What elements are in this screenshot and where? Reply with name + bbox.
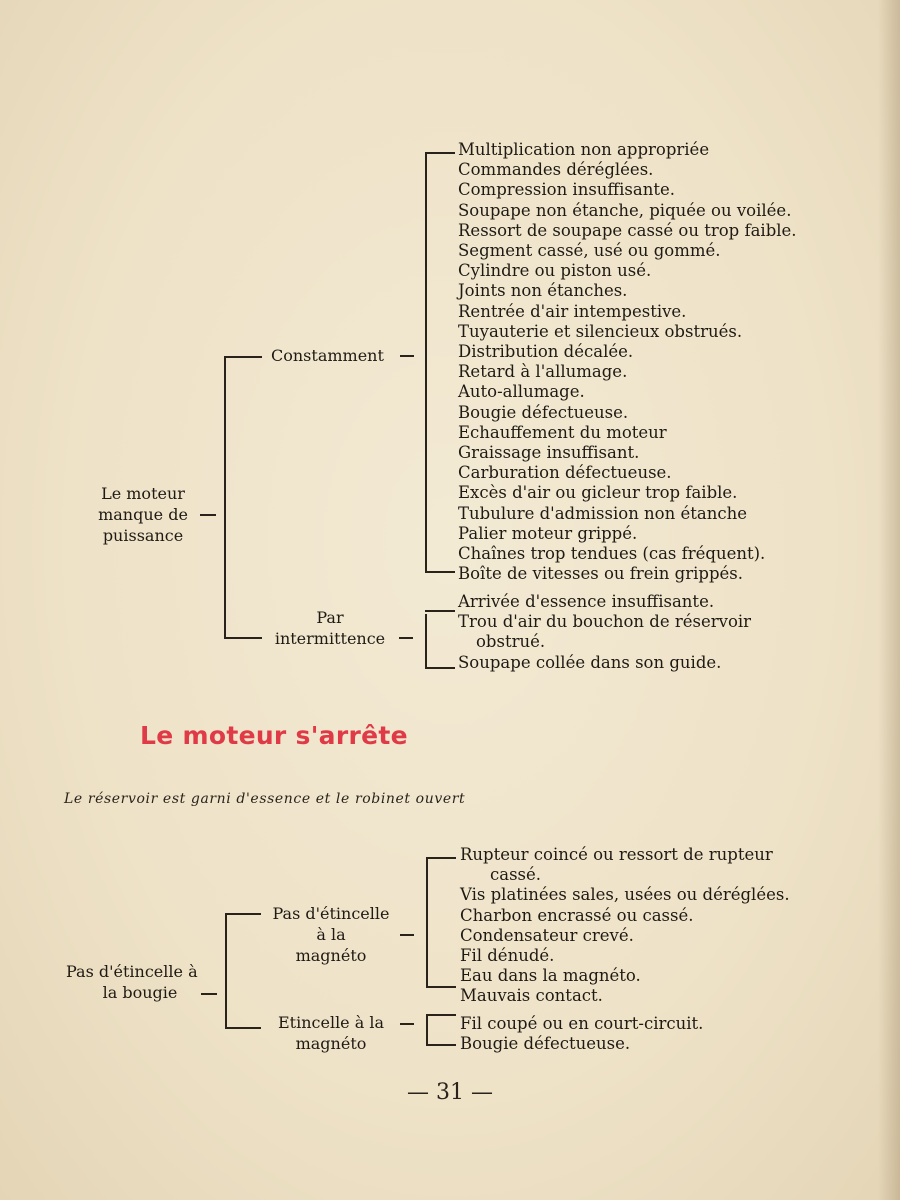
branch-label-intermittent — [268, 607, 392, 649]
branch-connector-dash — [400, 355, 414, 357]
branch-label-line: intermittence — [274, 629, 386, 648]
root-label-no-spark — [66, 961, 196, 1003]
list-item: obstrué. — [476, 632, 546, 652]
branch-connector-dash — [400, 934, 414, 936]
page-number: — 31 — — [407, 1080, 493, 1105]
section-title: Le moteur s'arrête — [140, 721, 408, 750]
bracket-vertical — [224, 356, 226, 638]
bracket-bottom-arm — [425, 571, 455, 573]
bracket-top-arm — [425, 610, 455, 612]
list-item: Palier moteur grippé. — [458, 523, 638, 543]
branch-label-line: à la — [316, 925, 346, 944]
intermittent-causes-list — [458, 592, 751, 673]
list-item: Segment cassé, usé ou gommé. — [458, 241, 721, 261]
list-item: Excès d'air ou gicleur trop faible. — [458, 483, 738, 503]
bracket-bottom-arm — [426, 986, 456, 988]
branch-label-line: Par — [316, 608, 344, 627]
list-item: Trou d'air du bouchon de réservoir — [458, 612, 752, 632]
bracket-bottom-arm — [224, 637, 262, 639]
branch-label-constant: Constamment — [271, 346, 384, 365]
list-item: Mauvais contact. — [460, 986, 603, 1006]
bracket-vertical — [426, 1014, 428, 1044]
page-edge-shadow — [878, 0, 900, 1200]
list-item: Auto-allumage. — [458, 382, 585, 402]
root-label-line: manque de — [98, 505, 188, 524]
branch-label-no-spark-magneto — [266, 903, 396, 966]
root-connector-dash — [200, 514, 216, 516]
list-item: Bougie défectueuse. — [460, 1034, 631, 1054]
bracket-vertical — [425, 614, 427, 667]
list-item: Soupape collée dans son guide. — [458, 652, 722, 672]
root-connector-dash — [201, 993, 217, 995]
no-spark-causes-list — [460, 845, 790, 1007]
spark-causes-list — [460, 1014, 703, 1054]
constant-causes-list — [458, 140, 797, 584]
branch-label-line: magnéto — [295, 946, 367, 965]
list-item: Tubulure d'admission non étanche — [458, 503, 747, 523]
root-label-power-loss — [88, 483, 198, 546]
list-item: Tuyauterie et silencieux obstrués. — [458, 321, 743, 341]
list-item: Condensateur crevé. — [460, 925, 634, 945]
list-item: Echauffement du moteur — [458, 422, 667, 442]
list-item: Compression insuffisante. — [458, 180, 676, 200]
list-item: Rupteur coincé ou ressort de rupteur — [460, 845, 773, 864]
list-item: Boîte de vitesses ou frein grippés. — [458, 564, 743, 584]
bracket-top-arm — [426, 1014, 456, 1016]
bracket-top-arm — [425, 152, 455, 154]
bracket-bottom-arm — [225, 1027, 261, 1029]
list-item: Eau dans la magnéto. — [460, 966, 641, 986]
bracket-top-arm — [426, 857, 456, 859]
list-item: Retard à l'allumage. — [458, 362, 628, 382]
list-item: cassé. — [490, 865, 542, 885]
list-item: Graissage insuffisant. — [458, 443, 640, 463]
list-item: Commandes déréglées. — [458, 160, 654, 180]
list-item: Multiplication non appropriée — [458, 140, 710, 159]
bracket-bottom-arm — [425, 667, 455, 669]
bracket-vertical — [425, 152, 427, 572]
branch-connector-dash — [399, 637, 413, 639]
branch-label-spark-magneto — [266, 1012, 396, 1054]
root-label-line: puissance — [102, 526, 184, 545]
list-item: Fil coupé ou en court-circuit. — [460, 1014, 704, 1033]
branch-connector-dash — [400, 1023, 414, 1025]
bracket-vertical — [225, 913, 227, 1028]
root-label-line: Pas d'étincelle à — [66, 962, 198, 981]
list-item: Cylindre ou piston usé. — [458, 261, 652, 281]
list-item: Distribution décalée. — [458, 342, 634, 362]
root-label-line: Le moteur — [101, 484, 185, 503]
branch-label-line: Pas d'étincelle — [272, 904, 390, 923]
branch-label-line: magnéto — [295, 1034, 367, 1053]
list-item: Soupape non étanche, piquée ou voilée. — [458, 200, 792, 220]
list-item: Ressort de soupape cassé ou trop faible. — [458, 220, 797, 240]
bracket-bottom-arm — [426, 1044, 456, 1046]
list-item: Vis platinées sales, usées ou déréglées. — [460, 885, 790, 905]
list-item: Arrivée d'essence insuffisante. — [458, 592, 715, 611]
list-item: Fil dénudé. — [460, 946, 555, 966]
list-item: Carburation défectueuse. — [458, 463, 672, 483]
bracket-vertical — [426, 857, 428, 987]
list-item: Chaînes trop tendues (cas fréquent). — [458, 544, 766, 564]
branch-label-line: Etincelle à la — [277, 1013, 385, 1032]
section-subtitle: Le réservoir est garni d'essence et le robinet ouvert — [64, 791, 466, 807]
list-item: Joints non étanches. — [458, 281, 628, 301]
bracket-top-arm — [225, 913, 261, 915]
list-item: Bougie défectueuse. — [458, 402, 629, 422]
root-label-line: la bougie — [102, 983, 178, 1002]
bracket-top-arm — [224, 356, 262, 358]
list-item: Rentrée d'air intempestive. — [458, 301, 687, 321]
list-item: Charbon encrassé ou cassé. — [460, 905, 694, 925]
